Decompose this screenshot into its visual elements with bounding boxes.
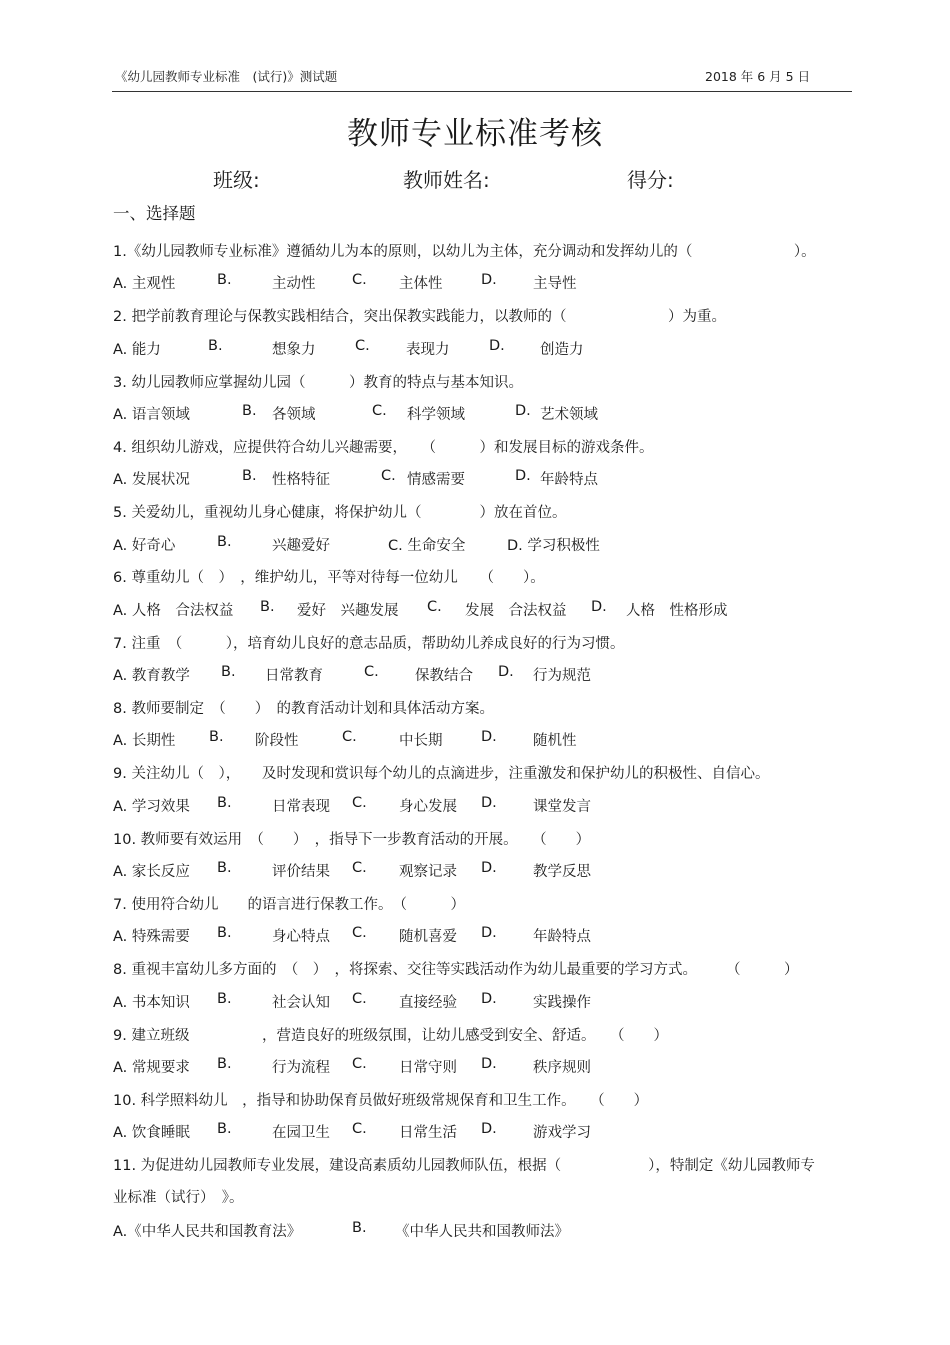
option-item: A. 好奇心	[113, 538, 176, 554]
page-title: 教师专业标准考核	[347, 116, 603, 152]
option-item: 主动性	[272, 276, 316, 292]
option-item: B.	[217, 1056, 232, 1072]
option-item: B.	[217, 1121, 232, 1137]
option-item: B.	[242, 403, 257, 419]
option-item: A. 特殊需要	[113, 929, 190, 945]
option-item: D.	[515, 468, 531, 484]
option-item: 爱好 兴趣发展	[297, 603, 399, 619]
option-item: 主体性	[399, 276, 443, 292]
option-item: D.	[481, 925, 497, 941]
option-item: C.	[372, 403, 387, 419]
option-item: B.	[217, 860, 232, 876]
option-item: 评价结果	[272, 864, 330, 880]
option-item: A. 人格 合法权益	[113, 603, 234, 619]
option-item: A. 家长反应	[113, 864, 190, 880]
option-item: B.	[260, 599, 275, 615]
option-item: 各领域	[272, 407, 316, 423]
option-item: 随机性	[533, 733, 577, 749]
option-item: 社会认知	[272, 995, 330, 1011]
option-item: B.	[208, 338, 223, 354]
option-item: A. 学习效果	[113, 799, 190, 815]
option-item: 创造力	[540, 342, 584, 358]
option-item: D.	[481, 272, 497, 288]
option-item: 年龄特点	[533, 929, 591, 945]
option-item: C.	[342, 729, 357, 745]
option-item: D.	[481, 729, 497, 745]
question-text: 2. 把学前教育理论与保教实践相结合，突出保教实践能力，以教师的（ ）为重。	[113, 309, 726, 325]
option-item: B.	[217, 991, 232, 1007]
class-label: 班级:	[213, 168, 260, 192]
option-item: 表现力	[406, 342, 450, 358]
option-item: C.	[352, 1121, 367, 1137]
option-item: 课堂发言	[533, 799, 591, 815]
option-item: C.	[352, 925, 367, 941]
option-item: D.	[481, 1121, 497, 1137]
option-item: 主导性	[533, 276, 577, 292]
option-item: A. 饮食睡眠	[113, 1125, 190, 1141]
option-item: 中长期	[399, 733, 443, 749]
option-item: 发展 合法权益	[465, 603, 567, 619]
option-item: B.	[242, 468, 257, 484]
option-item: 在园卫生	[272, 1125, 330, 1141]
option-item: C.	[352, 1056, 367, 1072]
question-text: 9. 关注幼儿（ ）， 及时发现和赏识每个幼儿的点滴进步，注重激发和保护幼儿的积极性、自信心。	[113, 766, 770, 782]
option-item: 身心特点	[272, 929, 330, 945]
question-text-cont: 业标准（试行） 》。	[113, 1190, 244, 1206]
teacher-name-label: 教师姓名:	[403, 168, 490, 192]
score-label: 得分:	[627, 168, 674, 192]
option-item: C.	[352, 860, 367, 876]
option-item: A. 主观性	[113, 276, 176, 292]
option-item: 年龄特点	[540, 472, 598, 488]
question-text: 3. 幼儿园教师应掌握幼儿园（ ）教育的特点与基本知识。	[113, 375, 523, 391]
option-a: A.《中华人民共和国教育法》	[113, 1224, 302, 1240]
option-item: 保教结合	[415, 668, 473, 684]
option-item: 日常教育	[265, 668, 323, 684]
question-text: 10. 科学照料幼儿 ，指导和协助保育员做好班级常规保育和卫生工作。 （ ）	[113, 1093, 649, 1109]
option-item: C.	[364, 664, 379, 680]
option-item: B.	[217, 925, 232, 941]
option-item: D.	[481, 860, 497, 876]
option-item: 科学领域	[407, 407, 465, 423]
option-item: C.	[352, 272, 367, 288]
option-item: C.	[355, 338, 370, 354]
section-title: 一、选择题	[113, 204, 196, 223]
question-text: 6. 尊重幼儿（ ） ，维护幼儿，平等对待每一位幼儿 （ ）。	[113, 570, 545, 586]
option-item: D.	[489, 338, 505, 354]
option-item: A. 常规要求	[113, 1060, 190, 1076]
header-date: 2018 年 6 月 5 日	[705, 69, 811, 84]
option-item: C.	[352, 795, 367, 811]
question-text: 8. 教师要制定 （ ） 的教育活动计划和具体活动方案。	[113, 701, 494, 717]
option-item: 想象力	[272, 342, 316, 358]
option-item: D.	[515, 403, 531, 419]
option-item: 日常表现	[272, 799, 330, 815]
option-item: 阶段性	[255, 733, 299, 749]
option-item: 日常守则	[399, 1060, 457, 1076]
option-item: A. 书本知识	[113, 995, 190, 1011]
option-item: D.	[498, 664, 514, 680]
option-item: 日常生活	[399, 1125, 457, 1141]
option-item: A. 教育教学	[113, 668, 190, 684]
option-item: D. 学习积极性	[507, 538, 600, 554]
option-item: C.	[381, 468, 396, 484]
option-item: 实践操作	[533, 995, 591, 1011]
option-item: 直接经验	[399, 995, 457, 1011]
option-item: A. 能力	[113, 342, 161, 358]
option-item: D.	[481, 795, 497, 811]
option-item: 游戏学习	[533, 1125, 591, 1141]
option-item: C.	[352, 991, 367, 1007]
question-text: 7. 使用符合幼儿 的语言进行保教工作。 （ ）	[113, 897, 465, 913]
option-item: C. 生命安全	[388, 538, 466, 554]
header-doc-name: 《幼儿园教师专业标准 (试行)》测试题	[115, 69, 338, 84]
option-item: B.	[221, 664, 236, 680]
option-item: D.	[481, 1056, 497, 1072]
option-item: 艺术领域	[540, 407, 598, 423]
option-b: 《中华人民共和国教师法》	[395, 1224, 569, 1240]
header-rule	[112, 91, 852, 92]
option-item: A. 发展状况	[113, 472, 190, 488]
option-item: A. 长期性	[113, 733, 176, 749]
option-item: C.	[427, 599, 442, 615]
question-text: 8. 重视丰富幼儿多方面的 （ ） ，将探索、交往等实践活动作为幼儿最重要的学习方式。 （ ）	[113, 962, 799, 978]
option-item: 行为流程	[272, 1060, 330, 1076]
option-item: 兴趣爱好	[272, 538, 330, 554]
option-item: D.	[481, 991, 497, 1007]
question-text: 9. 建立班级 ，营造良好的班级氛围，让幼儿感受到安全、舒适。 （ ）	[113, 1028, 668, 1044]
option-item: B.	[217, 534, 232, 550]
option-item: 情感需要	[407, 472, 465, 488]
question-text: 1.《幼儿园教师专业标准》遵循幼儿为本的原则，以幼儿为主体，充分调动和发挥幼儿的（ ）。	[113, 244, 816, 260]
option-b-letter: B.	[352, 1220, 367, 1236]
option-item: 教学反思	[533, 864, 591, 880]
option-item: 人格 性格形成	[626, 603, 728, 619]
question-text: 10. 教师要有效运用 （ ） ，指导下一步教育活动的开展。 （ ）	[113, 832, 591, 848]
option-item: A. 语言领域	[113, 407, 190, 423]
option-item: B.	[209, 729, 224, 745]
question-text: 5. 关爱幼儿，重视幼儿身心健康，将保护幼儿（ ）放在首位。	[113, 505, 567, 521]
option-item: 行为规范	[533, 668, 591, 684]
option-item: 观察记录	[399, 864, 457, 880]
option-item: B.	[217, 795, 232, 811]
question-text: 4. 组织幼儿游戏，应提供符合幼儿兴趣需要， （ ）和发展目标的游戏条件。	[113, 440, 654, 456]
option-item: 身心发展	[399, 799, 457, 815]
question-text: 7. 注重 （ ），培育幼儿良好的意志品质，帮助幼儿养成良好的行为习惯。	[113, 636, 625, 652]
option-item: D.	[591, 599, 607, 615]
option-item: 性格特征	[272, 472, 330, 488]
question-text: 11. 为促进幼儿园教师专业发展，建设高素质幼儿园教师队伍，根据（ ），特制定《幼儿园教师专	[113, 1158, 815, 1174]
option-item: B.	[217, 272, 232, 288]
option-item: 随机喜爱	[399, 929, 457, 945]
option-item: 秩序规则	[533, 1060, 591, 1076]
